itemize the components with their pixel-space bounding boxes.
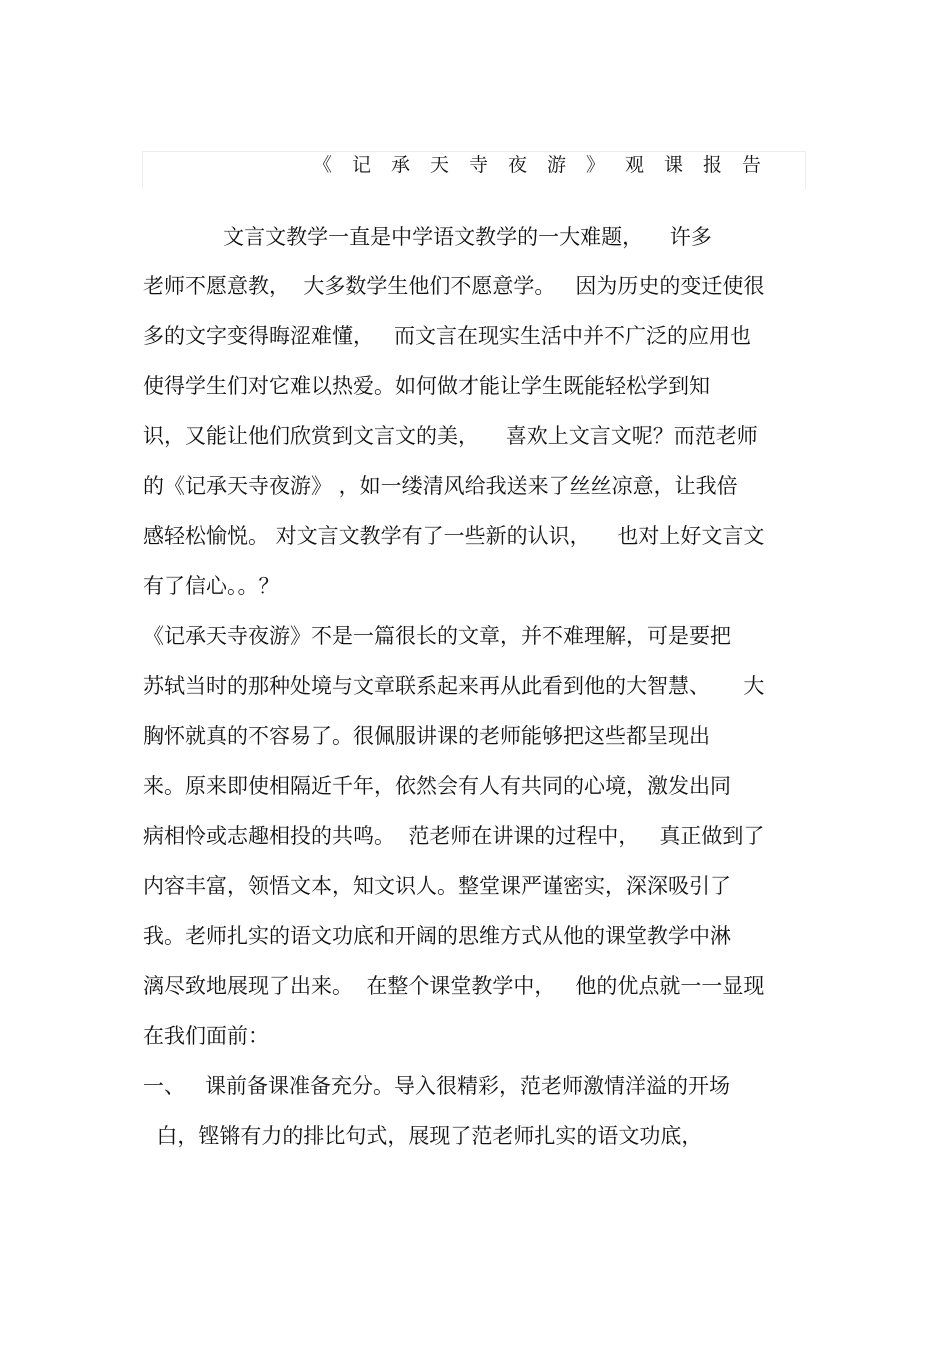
paragraph-line: 胸怀就真的不容易了。很佩服讲课的老师能够把这些都呈现出: [143, 724, 710, 748]
paragraph-line: 文言文教学一直是中学语文教学的一大难题， 许多: [143, 225, 712, 249]
paragraph-line: 在我们面前：: [143, 1024, 269, 1048]
list-item-line: 一、 课前备课准备充分。导入很精彩，范老师激情洋溢的开场: [143, 1074, 731, 1098]
list-item-line: 白，铿锵有力的排比句式，展现了范老师扎实的语文功底，: [143, 1124, 703, 1148]
paragraph-line: 识，又能让他们欣赏到文言文的美， 喜欢上文言文呢？而范老师: [143, 424, 758, 448]
paragraph-line: 感轻松愉悦。 对文言文教学有了一些新的认识， 也对上好文言文: [143, 524, 765, 548]
paragraph-line: 苏轼当时的那种处境与文章联系起来再从此看到他的大智慧、 大: [143, 674, 765, 698]
paragraph-line: 老师不愿意教， 大多数学生他们不愿意学。 因为历史的变迁使很: [143, 274, 765, 298]
paragraph-line: 的《记承天寺夜游》 ，如一缕清风给我送来了丝丝凉意，让我倍: [143, 474, 738, 498]
paragraph-line: 我。老师扎实的语文功底和开阔的思维方式从他的课堂教学中淋: [143, 924, 731, 948]
document-title: 《记承天寺夜游》观课报告: [313, 154, 782, 176]
paragraph-line: 漓尽致地展现了出来。 在整个课堂教学中， 他的优点就一一显现: [143, 974, 765, 998]
paragraph-line: 来。原来即使相隔近千年，依然会有人有共同的心境，激发出同: [143, 774, 731, 798]
paragraph-line: 内容丰富，领悟文本，知文识人。整堂课严谨密实，深深吸引了: [143, 874, 731, 898]
paragraph-line: 《记承天寺夜游》不是一篇很长的文章，并不难理解，可是要把: [143, 624, 731, 648]
paragraph-line: 有了信心。。？: [143, 574, 280, 598]
paragraph-line: 使得学生们对它难以热爱。如何做才能让学生既能轻松学到知: [143, 374, 710, 398]
paragraph-line: 病相怜或志趣相投的共鸣。 范老师在讲课的过程中， 真正做到了: [143, 824, 765, 848]
paragraph-line: 多的文字变得晦涩难懂， 而文言在现实生活中并不广泛的应用也: [143, 324, 752, 348]
